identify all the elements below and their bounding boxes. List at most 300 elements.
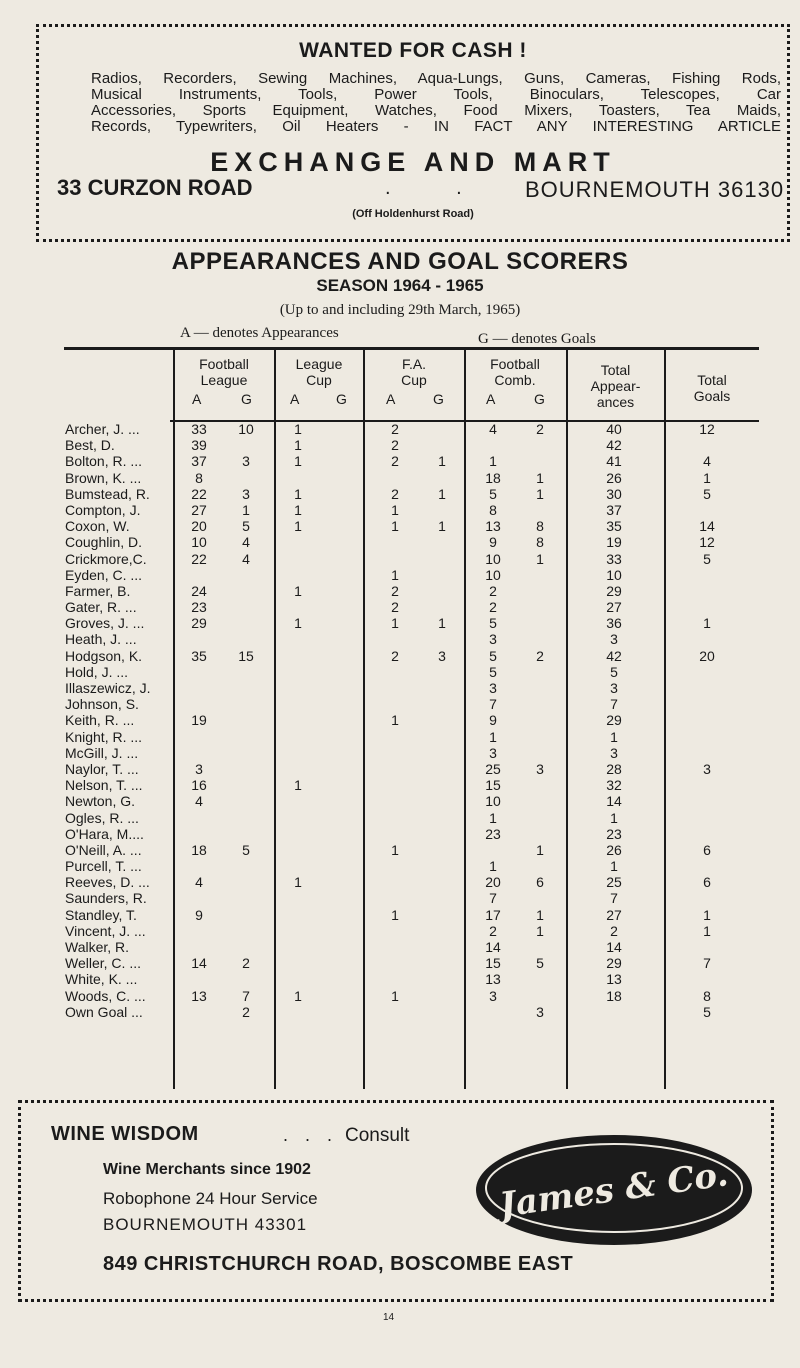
table-cell: 23: [606, 825, 622, 842]
table-cell: 2: [391, 421, 399, 437]
player-name: Compton, J.: [65, 501, 141, 518]
table-cell: 18: [606, 987, 622, 1004]
player-name: White, K. ...: [65, 971, 138, 988]
table-cell: [375, 664, 415, 680]
table-cell: 2: [536, 421, 544, 437]
player-name: Reeves, D. ...: [65, 874, 150, 891]
table-cell: 1: [536, 841, 544, 858]
header-line: Comb.: [494, 372, 536, 388]
table-cell: 5: [489, 663, 497, 680]
table-cell: [179, 826, 219, 842]
table-cell: [520, 939, 560, 955]
table-cell: 3: [536, 760, 544, 777]
table-cell: [687, 858, 727, 874]
player-name: Johnson, S.: [65, 696, 139, 713]
table-cell: [375, 971, 415, 987]
table-cell: [422, 955, 462, 971]
player-names-column: [65, 421, 151, 1020]
table-cell: 10: [238, 421, 254, 437]
table-cell: [278, 842, 318, 858]
player-name: Heath, J. ...: [65, 631, 137, 648]
table-cell: [179, 810, 219, 826]
player-name: Standley, T.: [65, 906, 137, 923]
table-cell: 3: [489, 744, 497, 761]
table-cell: [278, 680, 318, 696]
header-line: F.A.: [401, 356, 427, 372]
table-cell: [226, 971, 266, 987]
player-name: Purcell, T. ...: [65, 858, 142, 875]
table-cell: [687, 631, 727, 647]
table-cell: [520, 502, 560, 518]
table-cell: 19: [191, 712, 207, 729]
advert-note: (Off Holdenhurst Road): [352, 208, 474, 220]
table-cell: [375, 923, 415, 939]
advert-items-line: Accessories, Sports Equipment, Watches, Food Mixers, Toasters, Tea Maids,: [91, 102, 781, 119]
table-cell: [179, 1004, 219, 1020]
table-cell: [520, 793, 560, 809]
table-cell: [278, 729, 318, 745]
table-cell: [226, 680, 266, 696]
date-note: (Up to and including 29th March, 1965): [279, 302, 521, 318]
table-cell: 1: [294, 777, 302, 794]
table-cell: [422, 890, 462, 906]
table-cell: [520, 858, 560, 874]
table-cell: [375, 826, 415, 842]
table-cell: [226, 777, 266, 793]
league-cup-apps-column: [278, 421, 318, 1020]
table-cell: 1: [438, 485, 446, 502]
table-cell: [422, 1004, 462, 1020]
table-cell: 4: [195, 874, 203, 891]
table-cell: [226, 858, 266, 874]
table-cell: [278, 745, 318, 761]
player-name: Nelson, T. ...: [65, 777, 143, 794]
wine-wisdom-advert: [18, 1100, 774, 1302]
table-cell: [278, 696, 318, 712]
player-name: Newton, G.: [65, 793, 136, 810]
table-cell: [422, 583, 462, 599]
advert-town: BOURNEMOUTH 36130: [525, 177, 785, 202]
column-divider: [566, 349, 568, 1089]
table-cell: 13: [606, 971, 622, 988]
table-cell: [226, 599, 266, 615]
table-cell: 6: [536, 874, 544, 891]
table-cell: [278, 810, 318, 826]
table-cell: 2: [489, 582, 497, 599]
table-cell: [687, 729, 727, 745]
table-cell: [520, 988, 560, 1004]
player-name: Walker, R.: [65, 939, 130, 955]
advert-town: BOURNEMOUTH 43301: [103, 1215, 308, 1234]
table-cell: [422, 939, 462, 955]
header-line: Goals: [693, 388, 731, 404]
header-line: Total: [697, 372, 727, 388]
player-name: Vincent, J. ...: [65, 922, 146, 939]
table-cell: [226, 745, 266, 761]
table-cell: [687, 890, 727, 906]
table-cell: [520, 680, 560, 696]
table-cell: [226, 631, 266, 647]
table-cell: [278, 470, 318, 486]
table-cell: [687, 712, 727, 728]
table-cell: 18: [485, 469, 501, 486]
table-cell: [520, 696, 560, 712]
table-cell: 10: [606, 566, 622, 583]
table-cell: 29: [606, 955, 622, 972]
table-cell: 42: [606, 437, 622, 454]
player-name: Archer, J. ...: [65, 421, 140, 437]
table-cell: [226, 583, 266, 599]
table-cell: [687, 567, 727, 583]
table-cell: [422, 631, 462, 647]
table-cell: 13: [485, 971, 501, 988]
table-cell: [375, 810, 415, 826]
header-football-league: [176, 356, 272, 388]
table-cell: [179, 745, 219, 761]
table-cell: [473, 842, 513, 858]
table-cell: 2: [489, 922, 497, 939]
table-cell: [179, 567, 219, 583]
table-cell: 4: [489, 421, 497, 437]
table-cell: 1: [438, 518, 446, 535]
table-cell: 1: [294, 615, 302, 632]
table-cell: 1: [391, 987, 399, 1004]
table-cell: [278, 890, 318, 906]
table-cell: 8: [195, 469, 203, 486]
table-cell: 26: [606, 469, 622, 486]
table-cell: [278, 712, 318, 728]
header-line: Cup: [401, 372, 427, 388]
table-cell: 2: [391, 582, 399, 599]
player-name: Woods, C. ...: [65, 987, 146, 1004]
table-cell: 27: [606, 599, 622, 616]
table-cell: 4: [703, 453, 711, 470]
table-cell: [520, 615, 560, 631]
subheader-g: G: [534, 391, 545, 407]
table-cell: [520, 453, 560, 469]
subheader-a: A: [192, 391, 202, 407]
table-cell: 29: [191, 615, 207, 632]
header-line: Appear-: [590, 378, 641, 394]
table-cell: [687, 502, 727, 518]
table-cell: 20: [485, 874, 501, 891]
table-cell: [375, 551, 415, 567]
table-cell: 8: [536, 534, 544, 551]
column-divider: [274, 349, 276, 1089]
table-cell: [226, 615, 266, 631]
table-cell: 6: [703, 874, 711, 891]
table-cell: 4: [195, 793, 203, 810]
header-line: League: [200, 372, 248, 388]
table-cell: 1: [391, 841, 399, 858]
table-cell: [226, 696, 266, 712]
table-cell: [422, 421, 462, 437]
table-cell: [278, 793, 318, 809]
table-cell: 17: [485, 906, 501, 923]
advert-phone: Robophone 24 Hour Service: [103, 1189, 318, 1208]
table-cell: [422, 437, 462, 453]
table-cell: [278, 631, 318, 647]
table-cell: [278, 664, 318, 680]
table-cell: [179, 680, 219, 696]
table-cell: [226, 907, 266, 923]
table-cell: 2: [489, 599, 497, 616]
player-name: Naylor, T. ...: [65, 760, 139, 777]
table-cell: 1: [438, 453, 446, 470]
table-cell: 2: [610, 922, 618, 939]
table-cell: 14: [699, 518, 715, 535]
table-cell: 10: [485, 793, 501, 810]
table-cell: [520, 810, 560, 826]
table-cell: [226, 470, 266, 486]
table-cell: [226, 761, 266, 777]
table-cell: 19: [606, 534, 622, 551]
table-cell: 12: [699, 421, 715, 437]
player-name: Bumstead, R.: [65, 485, 150, 502]
table-cell: 5: [703, 550, 711, 567]
table-cell: [226, 923, 266, 939]
table-cell: [520, 567, 560, 583]
table-cell: [422, 971, 462, 987]
advert-street: 33 CURZON ROAD: [57, 175, 253, 200]
table-cell: [422, 923, 462, 939]
table-cell: [278, 858, 318, 874]
table-cell: [375, 680, 415, 696]
table-cell: [687, 696, 727, 712]
table-cell: 1: [703, 906, 711, 923]
player-name: Coughlin, D.: [65, 534, 143, 551]
table-cell: [375, 858, 415, 874]
table-cell: [520, 745, 560, 761]
header-line: Total: [600, 362, 631, 378]
advert-since: Wine Merchants since 1902: [103, 1161, 311, 1178]
table-cell: [226, 810, 266, 826]
table-cell: 2: [391, 647, 399, 664]
table-cell: 2: [391, 453, 399, 470]
player-name: Bolton, R. ...: [65, 453, 143, 470]
table-cell: [422, 761, 462, 777]
table-cell: 14: [606, 939, 622, 955]
table-cell: [375, 939, 415, 955]
table-cell: [687, 777, 727, 793]
table-cell: 4: [242, 550, 250, 567]
table-cell: 14: [191, 955, 207, 972]
table-cell: 3: [610, 680, 618, 696]
table-cell: [278, 923, 318, 939]
table-cell: [687, 680, 727, 696]
table-cell: [375, 470, 415, 486]
season-label: SEASON 1964 - 1965: [316, 276, 484, 295]
table-cell: 2: [391, 437, 399, 454]
player-name: Weller, C. ...: [65, 955, 141, 972]
table-cell: 33: [191, 421, 207, 437]
table-cell: 4: [242, 534, 250, 551]
table-cell: 1: [489, 858, 497, 875]
exchange-mart-advert: [36, 24, 790, 242]
player-name: Coxon, W.: [65, 518, 130, 535]
table-cell: [278, 971, 318, 987]
table-cell: [422, 696, 462, 712]
table-cell: 5: [489, 615, 497, 632]
table-cell: 10: [191, 534, 207, 551]
subheader-a: A: [486, 391, 496, 407]
table-cell: [179, 890, 219, 906]
table-cell: 1: [703, 615, 711, 632]
header-total-goals: [666, 372, 758, 404]
table-cell: 2: [536, 647, 544, 664]
table-cell: [179, 858, 219, 874]
table-cell: [375, 955, 415, 971]
table-cell: 18: [191, 841, 207, 858]
table-cell: [422, 534, 462, 550]
football-league-goals-column: [226, 421, 266, 1020]
table-cell: 1: [391, 518, 399, 535]
table-cell: 3: [489, 680, 497, 696]
table-cell: 1: [536, 906, 544, 923]
advert-brand: EXCHANGE AND MART: [210, 147, 616, 177]
table-cell: [422, 680, 462, 696]
player-name: McGill, J. ...: [65, 744, 139, 761]
legend-goals: G — denotes Goals: [478, 331, 596, 347]
table-cell: 3: [489, 631, 497, 648]
table-cell: 1: [610, 858, 618, 875]
column-divider: [363, 349, 365, 1089]
table-cell: [375, 745, 415, 761]
table-cell: [520, 777, 560, 793]
table-cell: 1: [536, 469, 544, 486]
table-cell: 37: [606, 501, 622, 518]
header-total-appearances: [568, 362, 663, 410]
table-cell: 14: [606, 793, 622, 810]
table-cell: [687, 971, 727, 987]
table-cell: 1: [438, 615, 446, 632]
table-cell: 3: [703, 760, 711, 777]
header-fa-cup: [366, 356, 462, 388]
player-name: Own Goal ...: [65, 1003, 143, 1020]
table-cell: [375, 761, 415, 777]
football-comb-apps-column: [473, 421, 513, 1020]
table-cell: 8: [489, 501, 497, 518]
table-cell: [422, 502, 462, 518]
table-cell: 41: [606, 453, 622, 470]
table-cell: 1: [489, 453, 497, 470]
table-cell: 8: [536, 518, 544, 535]
table-cell: 3: [438, 647, 446, 664]
player-name: Crickmore,C.: [65, 550, 147, 567]
table-cell: [278, 567, 318, 583]
header-line: League: [295, 356, 343, 372]
table-cell: [422, 988, 462, 1004]
table-cell: [278, 534, 318, 550]
header-football-comb: [466, 356, 564, 388]
table-cell: 7: [703, 955, 711, 972]
table-cell: [375, 534, 415, 550]
header-line: Cup: [306, 372, 332, 388]
table-cell: [375, 890, 415, 906]
advert-address: 849 CHRISTCHURCH ROAD, BOSCOMBE EAST: [103, 1253, 574, 1275]
total-goals-column: [687, 421, 727, 1020]
advert-items: [91, 71, 781, 135]
table-cell: 3: [242, 453, 250, 470]
table-top-rule: [64, 347, 759, 350]
logo-text: James & Co.: [497, 1154, 731, 1226]
table-cell: [179, 696, 219, 712]
table-cell: [687, 437, 727, 453]
subheader-g: G: [433, 391, 444, 407]
table-cell: 6: [703, 841, 711, 858]
table-cell: [520, 664, 560, 680]
advert-items-line: Musical Instruments, Tools, Power Tools, Binoculars, Telescopes, Car: [91, 86, 781, 103]
table-cell: 3: [536, 1003, 544, 1020]
table-cell: [226, 712, 266, 728]
total-appearances-column: [594, 421, 634, 1020]
table-cell: 1: [703, 469, 711, 486]
table-cell: [473, 1004, 513, 1020]
table-cell: 1: [242, 501, 250, 518]
table-cell: 27: [606, 906, 622, 923]
fa-cup-apps-column: [375, 421, 415, 1020]
table-cell: [422, 712, 462, 728]
table-cell: 15: [238, 647, 254, 664]
table-cell: [179, 971, 219, 987]
table-cell: 40: [606, 421, 622, 437]
table-cell: 1: [489, 728, 497, 745]
table-cell: 15: [485, 777, 501, 794]
table-cell: 15: [485, 955, 501, 972]
table-cell: [422, 793, 462, 809]
table-cell: 5: [536, 955, 544, 972]
table-cell: 35: [606, 518, 622, 535]
player-name: Keith, R. ...: [65, 712, 135, 729]
table-cell: [226, 729, 266, 745]
column-divider: [664, 349, 666, 1089]
table-cell: 1: [703, 922, 711, 939]
table-cell: [226, 793, 266, 809]
table-cell: 5: [703, 1003, 711, 1020]
table-cell: 3: [610, 744, 618, 761]
table-cell: 35: [191, 647, 207, 664]
player-name: Ogles, R. ...: [65, 809, 139, 826]
table-cell: [594, 1004, 634, 1020]
table-cell: 1: [391, 501, 399, 518]
subheader-g: G: [241, 391, 252, 407]
page-title: APPEARANCES AND GOAL SCORERS: [171, 248, 629, 275]
table-cell: [375, 696, 415, 712]
table-cell: 5: [610, 663, 618, 680]
player-name: Best, D.: [65, 437, 115, 454]
table-cell: [422, 745, 462, 761]
table-cell: 22: [191, 550, 207, 567]
player-name: Brown, K. ...: [65, 469, 142, 486]
table-cell: [179, 631, 219, 647]
table-cell: 2: [391, 599, 399, 616]
table-cell: 30: [606, 485, 622, 502]
player-name: Hold, J. ...: [65, 663, 129, 680]
table-cell: 1: [294, 421, 302, 437]
table-cell: [179, 729, 219, 745]
table-cell: 2: [391, 485, 399, 502]
table-cell: 23: [485, 825, 501, 842]
table-cell: [375, 631, 415, 647]
table-cell: 42: [606, 647, 622, 664]
table-cell: 32: [606, 777, 622, 794]
table-cell: 20: [191, 518, 207, 535]
table-cell: [226, 567, 266, 583]
table-cell: [520, 631, 560, 647]
player-name: Saunders, R.: [65, 890, 147, 907]
table-cell: [687, 939, 727, 955]
table-cell: [375, 729, 415, 745]
